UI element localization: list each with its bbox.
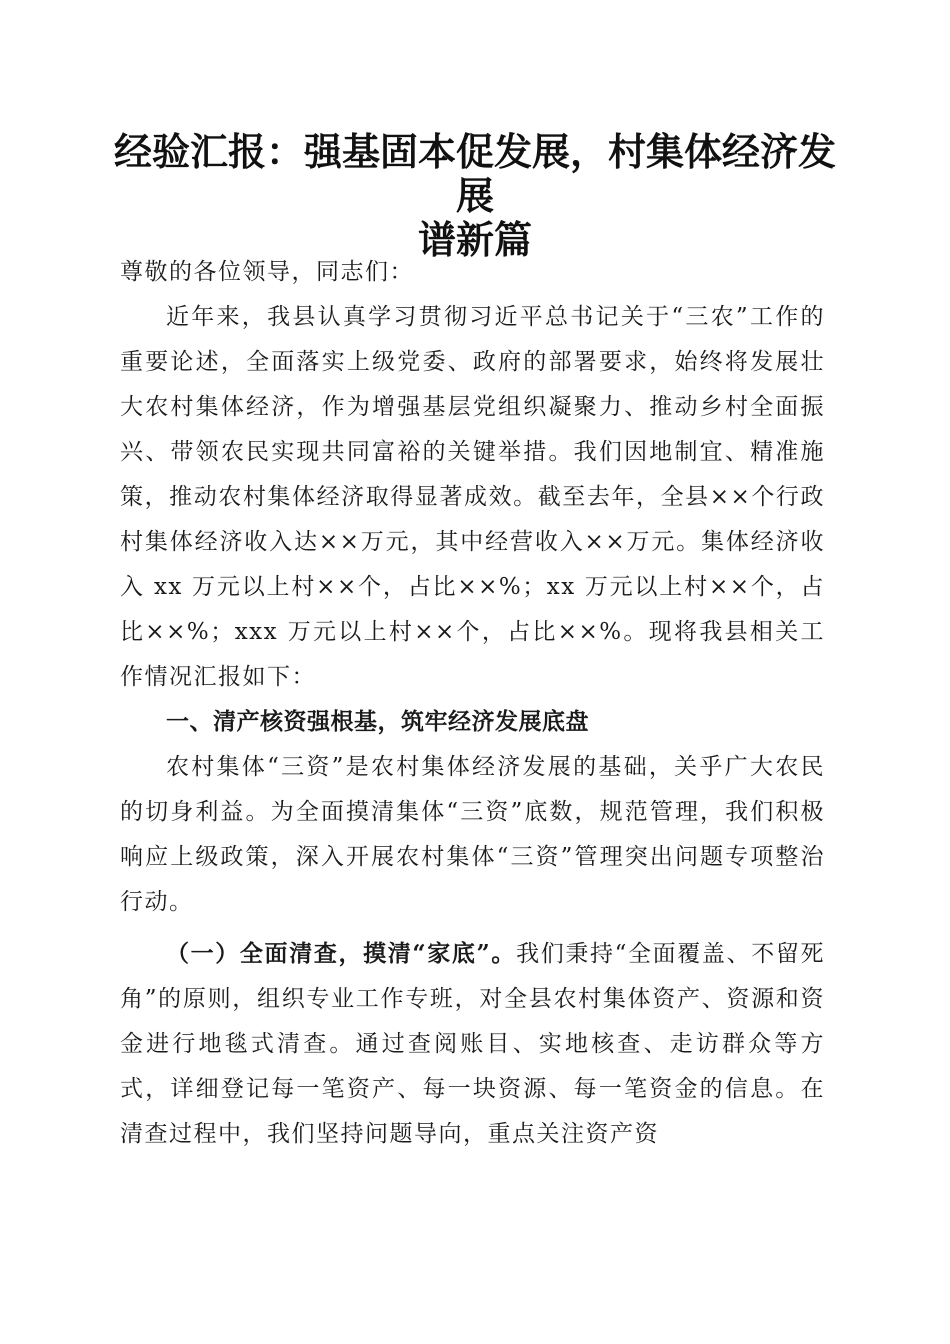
subsection-paragraph-1 (120, 931, 825, 1157)
title-line-2: 谱新篇 (417, 217, 532, 262)
subsection-text-1: 我们秉持“全面覆盖、不留死角”的原则，组织专业工作专班，对全县农村集体资产、资源和资金进行地毯式清查。通过查阅账目、实地核查、走访群众等方式，详细登记每一笔资产、每一块资源、每一笔资金的信息。在清查过程中，我们坚持问题导向，重点关注资产资 (120, 941, 825, 1147)
paragraph-section-1: 农村集体“三资”是农村集体经济发展的基础，关乎广大农民的切身利益。为全面摸清集体“三资”底数，规范管理，我们积极响应上级政策，深入开展农村集体“三资”管理突出问题专项整治行动。 (120, 754, 825, 915)
document-body (120, 250, 825, 1157)
section-heading-1: 一、清产核资强根基，筑牢经济发展底盘 (166, 709, 589, 735)
document-title (100, 130, 850, 262)
greeting: 尊敬的各位领导，同志们： (120, 259, 414, 285)
subsection-heading-1: （一）全面清查，摸清“家底”。 (166, 940, 517, 967)
title-line-1: 经验汇报：强基固本促发展，村集体经济发展 (113, 129, 836, 218)
paragraph-intro: 近年来，我县认真学习贯彻习近平总书记关于“三农”工作的重要论述，全面落实上级党委、政府的部署要求，始终将发展壮大农村集体经济，作为增强基层党组织凝聚力、推动乡村全面振兴、带领农民实现共同富裕的关键举措。我们因地制宜、精准施策，推动农村集体经济取得显著成效。截至去年，全县××个行政村集体经济收入达××万元，其中经营收入××万元。集体经济收入 xx 万元以上村××个，占比××%；xx 万元以上村××个，占比××%；xxx 万元以上村××个，占比××%。现将我县相关工作情况汇报如下： (120, 304, 825, 690)
